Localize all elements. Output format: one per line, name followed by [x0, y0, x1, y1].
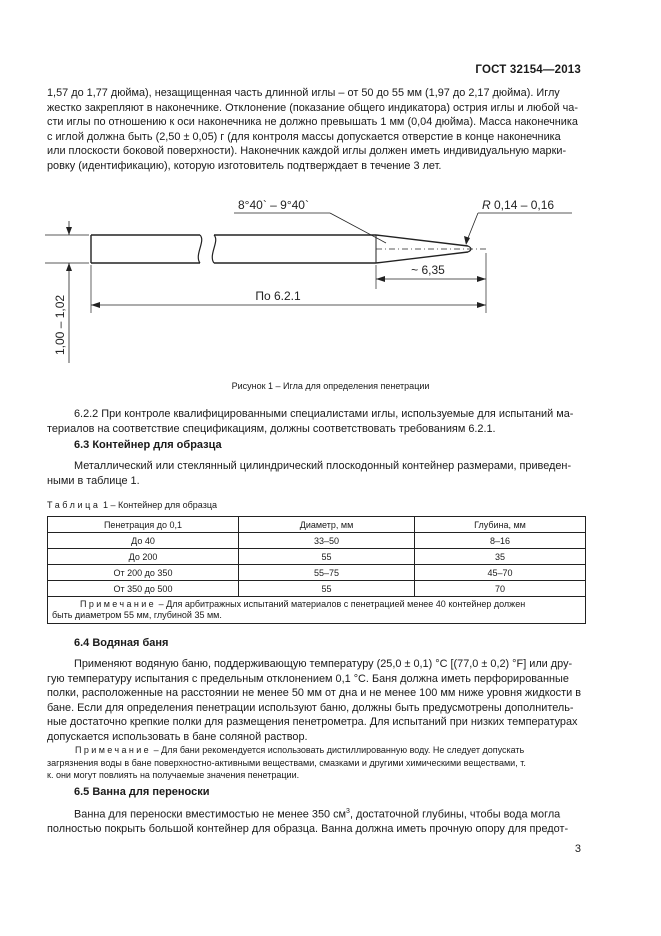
cell: От 350 до 500: [48, 581, 239, 597]
superscript: 3: [346, 808, 350, 815]
taper-top: [376, 235, 468, 246]
table-header-row: [48, 517, 586, 533]
table-row: [48, 581, 586, 597]
header-diameter: Диаметр, мм: [239, 517, 415, 533]
text-line: гую температуру испытания с предельным отклонением 0,1 °С. Баня должна иметь перфорированные: [47, 672, 569, 685]
note-text: – Для бани рекомендуется использовать дистиллированную воду. Не следует допускать: [151, 745, 525, 755]
text-line: ными в таблице 1.: [47, 474, 140, 487]
note-label: Примечание: [75, 745, 152, 755]
cell: 45–70: [415, 565, 586, 581]
table-note-row: [48, 597, 586, 624]
angle-label: 8°40` – 9°40`: [238, 198, 309, 212]
taper-bottom: [376, 252, 468, 263]
paragraph-6-5: [47, 805, 585, 837]
text-line: [47, 805, 585, 822]
arrow-right: [477, 302, 486, 308]
cell: До 40: [48, 533, 239, 549]
tip-length-label: ~ 6,35: [411, 263, 445, 277]
paragraph-6-4: [47, 657, 585, 744]
table-row: [48, 565, 586, 581]
bath-note: [47, 744, 585, 782]
angle-leader: [330, 213, 386, 243]
header-depth: Глубина, мм: [415, 517, 586, 533]
table-row: [48, 533, 586, 549]
intro-paragraph: [47, 86, 585, 173]
cell: 55–75: [239, 565, 415, 581]
text-line: с иглой должна быть (2,50 ± 0,05) г (для контроля массы допускается отверстие в конце наконечника: [47, 130, 561, 143]
needle-figure: [0, 185, 661, 375]
container-table: [47, 516, 586, 624]
cell: 8–16: [415, 533, 586, 549]
table-note: [48, 597, 586, 624]
section-heading-6-4: 6.4 Водяная баня: [74, 637, 169, 649]
text-line: сти иглы по отношению к оси наконечника не должно превышать 1 мм (0,04 дюйма). Масса наконечника: [47, 116, 578, 128]
cell: 55: [239, 549, 415, 565]
text-line: ные достаточно крепкие полки для размещения пенетрометра. Для испытаний при низких температурах: [47, 716, 578, 728]
paragraph-6-3: [47, 459, 585, 488]
section-heading-6-5: 6.5 Ванна для переноски: [74, 786, 210, 798]
text-line: 6.2.2 При контроле квалифицированными специалистами иглы, используемые для испытаний ма-: [74, 408, 574, 420]
page-number: 3: [574, 843, 581, 855]
break-line-left: [198, 235, 201, 263]
text-line: териалов на соответствие спецификациям, должны соответствовать требованиям 6.2.1.: [47, 422, 496, 435]
note-text: – Для арбитражных испытаний материалов с пенетрацией менее 40 контейнер должен: [156, 599, 526, 609]
text-line: 1,57 до 1,77 дюйма), незащищенная часть длинной иглы – от 50 до 55 мм (1,97 до 2,17 дюйма). Иглу: [47, 87, 560, 99]
table-caption-text: 1 – Контейнер для образца: [100, 500, 217, 510]
text-line: или плоскости боковой поверхности). Наконечник каждой иглы должен иметь индивидуальную марки-: [47, 145, 567, 157]
document-number: ГОСТ 32154—2013: [475, 64, 581, 76]
text-line: полки, расположенные на расстоянии не менее 50 мм от дна и не менее 100 мм ниже уровня жидкости в: [47, 687, 582, 699]
cell: 35: [415, 549, 586, 565]
note-label: Примечание: [80, 599, 157, 609]
cell: 55: [239, 581, 415, 597]
diameter-label: 1,00 – 1,02: [53, 294, 67, 355]
figure-caption: Рисунок 1 – Игла для определения пенетрации: [231, 381, 430, 391]
radius-arrow: [464, 236, 470, 245]
cell: До 200: [48, 549, 239, 565]
text-line: ровку (идентификацию), которую изготовитель подтверждает в течение 3 лет.: [47, 159, 442, 172]
note-text-line: загрязнения воды в бане поверхностно-активными веществами, смазками и другими химическими веществами, т.: [47, 757, 526, 768]
table-caption-label: Таблица: [47, 500, 101, 510]
cell: От 200 до 350: [48, 565, 239, 581]
table-row: [48, 549, 586, 565]
text-line: допускается использовать в бане соляной раствор.: [47, 730, 308, 743]
arrow-left-tip: [376, 276, 385, 282]
section-heading-6-3: 6.3 Контейнер для образца: [74, 439, 222, 451]
text-line: жестко закрепляют в наконечнике. Отклонение (показание общего индикатора) острия иглы и любой ча-: [47, 101, 578, 114]
overall-length-label: По 6.2.1: [255, 289, 301, 303]
radius-symbol: R: [482, 198, 491, 212]
text-span: Ванна для переноски вместимостью не менее 350 см: [74, 808, 347, 821]
paragraph-6-2-2: [47, 407, 585, 436]
arrow-down: [66, 227, 72, 235]
text-line: бане. Если для определения пенетрации используют баню, должны быть предусмотрены дополнитель-: [47, 701, 574, 714]
text-span: , достаточной глубины, чтобы вода могла: [349, 808, 561, 821]
arrow-right-tip: [477, 276, 486, 282]
note-text-line2: быть диаметром 55 мм, глубиной 35 мм.: [52, 610, 222, 620]
radius-label: [482, 198, 554, 212]
header-penetration: Пенетрация до 0,1: [48, 517, 239, 533]
arrow-left: [91, 302, 100, 308]
text-line: полностью покрыть большой контейнер для образца. Ванна должна иметь прочную опору для предот-: [47, 823, 569, 836]
note-text-line: к. они могут повлиять на получаемые значения пенетрации.: [47, 770, 300, 780]
table-caption: [47, 500, 217, 510]
break-line-right: [212, 235, 215, 263]
arrow-up: [66, 263, 72, 271]
cell: 70: [415, 581, 586, 597]
text-line: Применяют водяную баню, поддерживающую температуру (25,0 ± 0,1) °С [(77,0 ± 0,2) °F] или дру-: [74, 658, 573, 670]
text-line: Металлический или стеклянный цилиндрический плоскодонный контейнер размерами, приведен-: [74, 460, 572, 472]
radius-value: 0,14 – 0,16: [490, 198, 555, 212]
cell: 33–50: [239, 533, 415, 549]
